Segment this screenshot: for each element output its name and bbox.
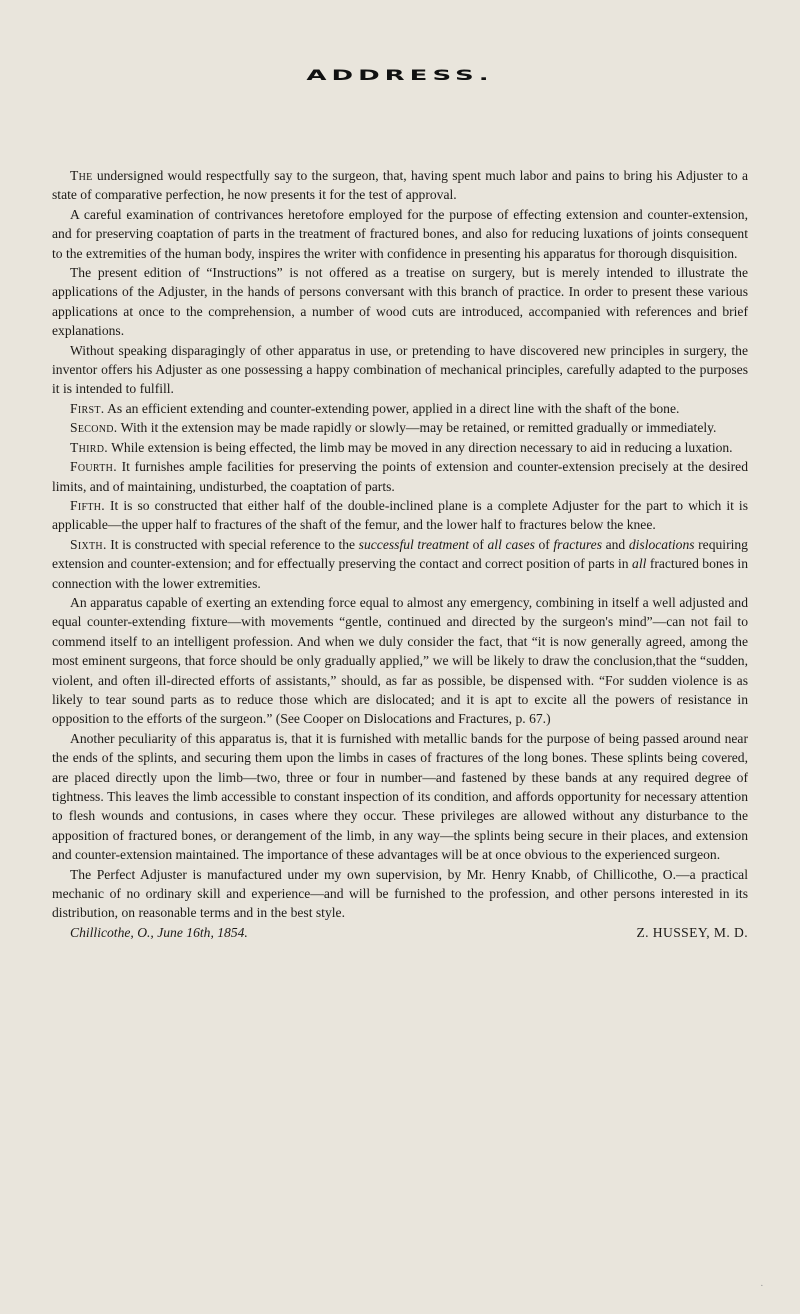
- paragraph-sixth: Sixth. It is constructed with special reference to the successful treatment of all cases of fractures and dislocations requiring extension and counter-extension; and for effectually preserving the contact and correct position of parts in all fractured bones in connection with the lower extremities.: [52, 536, 748, 591]
- paragraph-fourth: Fourth. It furnishes ample facilities for preserving the points of extension and counter-extension precisely at the desired limits, and of maintaining, undisturbed, the coaptation of parts.: [52, 459, 748, 494]
- lead-word: Fifth.: [70, 497, 105, 513]
- paragraph: The Perfect Adjuster is manufactured under my own supervision, by Mr. Henry Knabb, of Chillicothe, O.—a practical mechanic of no ordinary skill and experience—and will be furnished to the profession, and other persons interested in its distribution, on reasonable terms and in the best style.: [52, 866, 748, 921]
- paragraph-second: Second. With it the extension may be made rapidly or slowly—may be retained, or remitted gradually or immediately.: [70, 420, 717, 436]
- address-body: [52, 166, 748, 942]
- lead-word: Sixth.: [70, 536, 107, 552]
- signature: Z. HUSSEY, M. D.: [636, 924, 748, 940]
- lead-word: First.: [70, 400, 105, 416]
- lead-word: Second.: [70, 420, 118, 436]
- paragraph: An apparatus capable of exerting an extending force equal to almost any emergency, combining in itself a well adjusted and equal counter-extending fixture—with movements “gentle, continued and directed by the surgeon's mind”—can not fail to commend itself to an intelligent profession. And when we duly consider the fact, that “it is now generally agreed, among the most eminent surgeons, that force should be only gradually applied,” we will be likely to draw the conclusion,that the “sudden, violent, and often ill-directed efforts of assistants,” should, as far as possible, be dispensed with. “For sudden violence is as likely to tear sound parts as to reduce those which are dislocated; and it is apt to excite all the powers of resistance in opposition to the efforts of the surgeon.” (See Cooper on Dislocations and Fractures, p. 67.): [52, 594, 748, 727]
- paragraph-first: First. As an efficient extending and counter-extending power, applied in a direct line with the shaft of the bone.: [70, 400, 680, 416]
- lead-word: Third.: [70, 439, 108, 455]
- footer-line: [52, 923, 748, 942]
- paragraph-third: Third. While extension is being effected, the limb may be moved in any direction necessary to aid in reducing a luxation.: [70, 439, 733, 455]
- page-speck: ·: [760, 1280, 764, 1292]
- paragraph: A careful examination of contrivances heretofore employed for the purpose of effecting extension and counter-extension, and for preserving coaptation of parts in the treatment of fractured bones, and also for reducing luxations of joints consequent to the extremities of the human body, inspires the writer with confidence in presenting his apparatus for thorough disquisition.: [52, 206, 748, 261]
- paragraph: The present edition of “Instructions” is not offered as a treatise on surgery, but is merely intended to illustrate the applications of the Adjuster, in the hands of persons conversant with this branch of practice. In order to present these various applications at once to the comprehension, a number of wood cuts are introduced, accompanied with references and brief explanations.: [52, 265, 748, 339]
- place-date: Chillicothe, O., June 16th, 1854.: [70, 924, 248, 940]
- paragraph: The undersigned would respectfully say to the surgeon, that, having spent much labor and pains to bring his Adjuster to a state of comparative perfection, he now presents it for the test of approval.: [52, 168, 748, 203]
- lead-word: The: [70, 168, 93, 183]
- paragraph: Without speaking disparagingly of other apparatus in use, or pretending to have discovered new principles in surgery, the inventor offers his Adjuster as one possessing a happy combination of mechanical principles, carefully adapted to the purposes it is intended to fulfill.: [52, 342, 748, 397]
- page-title: ADDRESS.: [306, 67, 494, 84]
- lead-word: Fourth.: [70, 459, 117, 475]
- paragraph: Another peculiarity of this apparatus is, that it is furnished with metallic bands for the purpose of being passed around near the ends of the splints, and securing them upon the limbs in cases of fractures of the long bones. These splints being covered, are placed directly upon the limb—two, three or four in number—and fastened by these bands at any required degree of tightness. This leaves the limb accessible to constant inspection of its condition, and affords opportunity for necessary attention to flesh wounds and contusions, in cases where they occur. These privileges are allowed without any disturbance to the apposition of fractured bones, or derangement of the limb, in any way—the splints being secure in their places, and extension and counter-extension maintained. The importance of these advantages will be at once obvious to the experienced surgeon.: [52, 730, 748, 863]
- paragraph-fifth: Fifth. It is so constructed that either half of the double-inclined plane is a complete Adjuster for the part to which it is applicable—the upper half to fractures of the shaft of the femur, and the lower half to fractures below the knee.: [52, 497, 748, 533]
